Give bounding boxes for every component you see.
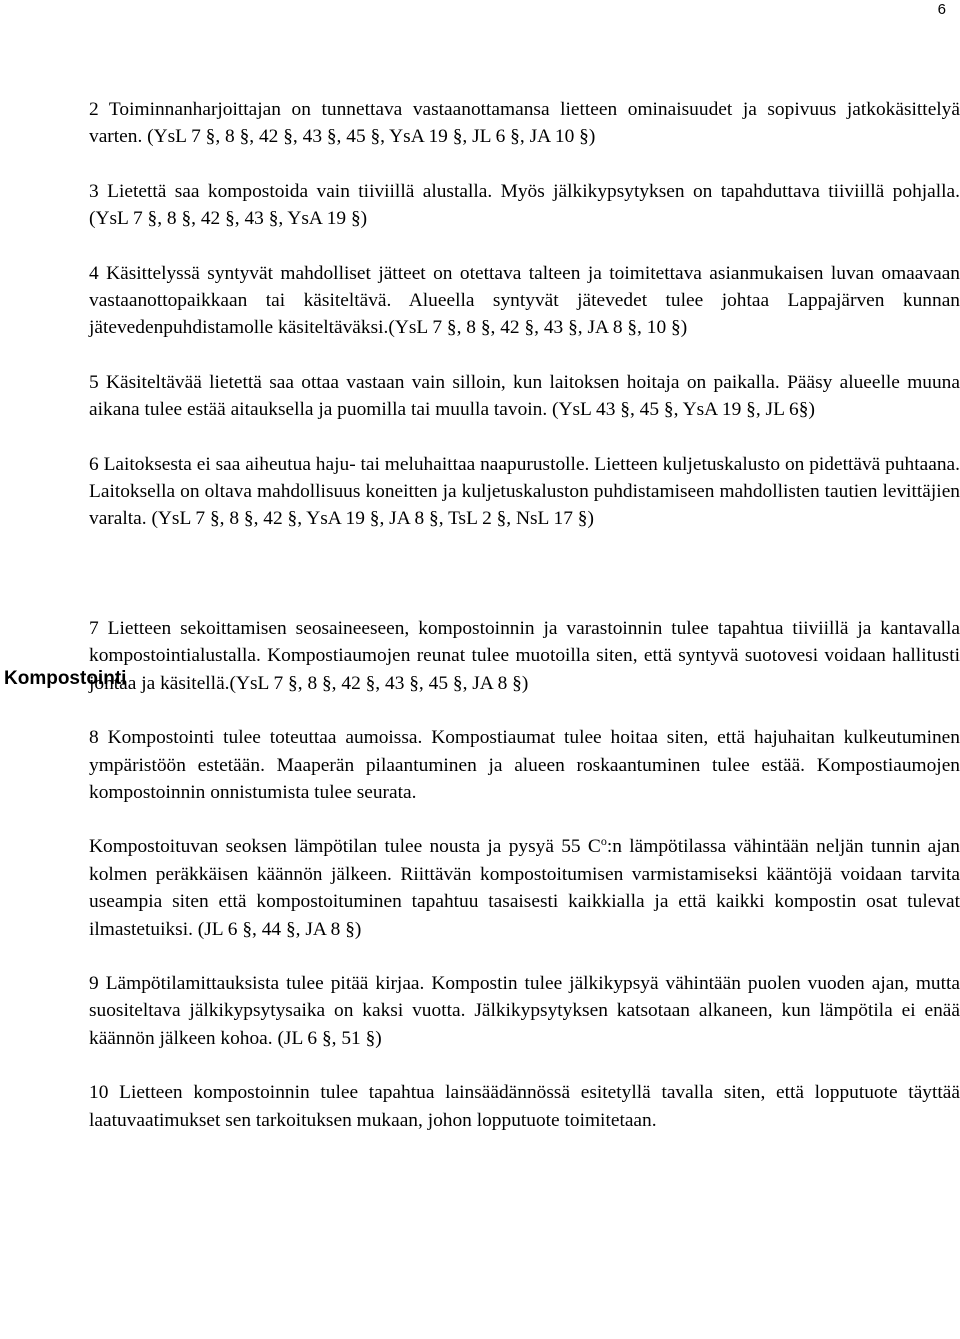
paragraph-number: 7 — [89, 617, 99, 639]
paragraph-number: 9 — [89, 972, 99, 994]
paragraph-2 — [89, 96, 960, 151]
paragraph-number: 2 — [89, 99, 99, 120]
paragraph-number: 10 — [89, 1082, 109, 1104]
paragraph-number: 3 — [89, 180, 99, 202]
paragraph-6 — [89, 451, 960, 533]
paragraph-text: Lietteen kompostoinnin tulee tapahtua lainsäädännössä esitetyllä tavalla siten, että lopputuote täyttää laatuvaatimukset sen tarkoituksen mukaan, johon lopputuote toimitetaan. — [89, 1082, 960, 1131]
paragraph-text: Käsittelyssä syntyvät mahdolliset jätteet on otettava talteen ja toimitettava asianmukaisen luvan omaavaan vastaanottopaikkaan tai käsiteltävä. Alueella syntyvät jätevedet tulee johtaa Lappajärven kunnan jätevedenpuhdistamolle käsiteltäväksi.(YsL 7 §, 8 §, 42 §, 43 §, JA 8 §, 10 §) — [89, 262, 960, 339]
paragraph-3 — [89, 178, 960, 233]
paragraph-4 — [89, 260, 960, 342]
document-body — [89, 96, 960, 1134]
paragraph-text: Lietteen sekoittamisen seosaineeseen, kompostoinnin ja varastoinnin tulee tapahtua tiiviillä ja kantavalla kompostointialustalla. Kompostiaumojen reunat tulee muotoilla siten, että syntyvä suotovesi voidaan hallitusti johtaa ja käsitellä.(YsL 7 §, 8 §, 42 §, 43 §, 45 §, JA 8 §) — [89, 617, 960, 694]
paragraph-9 — [89, 970, 960, 1052]
paragraph-temperature — [89, 833, 960, 943]
paragraph-5 — [89, 369, 960, 424]
paragraph-number: 6 — [89, 453, 99, 475]
paragraph-number: 8 — [89, 727, 99, 749]
section-heading-kompostointi: Kompostointi — [4, 668, 127, 689]
paragraph-text: Toiminnanharjoittajan on tunnettava vastaanottamansa lietteen ominaisuudet ja sopivuus jatkokäsittelyä varten. (YsL 7 §, 8 §, 42 §, 43 §, 45 §, YsA 19 §, JL 6 §, JA 10 §) — [89, 99, 960, 148]
paragraph-10 — [89, 1079, 960, 1134]
paragraph-7 — [89, 615, 960, 697]
page-number: 6 — [937, 1, 946, 18]
paragraph-number: 4 — [89, 262, 99, 284]
degree-superscript: o — [600, 834, 607, 849]
paragraph-8 — [89, 724, 960, 806]
paragraph-text: Käsiteltävää lietettä saa ottaa vastaan vain silloin, kun laitoksen hoitaja on paikalla. Pääsy alueelle muuna aikana tulee estää aitauksella ja puomilla tai muulla tavoin. (YsL 43 §, 45 §, YsA 19 §, JL 6§) — [89, 371, 960, 421]
paragraph-text: Kompostointi tulee toteuttaa aumoissa. Kompostiaumat tulee hoitaa siten, että hajuhaitan kulkeutuminen ympäristöön estetään. Maaperän pilaantuminen ja alueen roskaantuminen tulee estää. Kompostiaumojen kompostoinnin onnistumista tulee seurata. — [89, 727, 960, 803]
paragraph-number: 5 — [89, 371, 99, 393]
paragraph-text-start: Kompostoituvan seoksen lämpötilan tulee nousta ja pysyä 55 C — [89, 836, 601, 858]
paragraph-text-end: :n lämpötilassa vähintään neljän tunnin ajan kolmen peräkkäisen käännön jälkeen. Riittävän kompostoitumisen varmistamiseksi kääntöjä voidaan tarvita useampia siten että kompostoituminen tapahtuu tasaisesti kaikkialla ja että kaikki kompostin osat tulevat ilmastetuiksi. (JL 6 §, 44 §, JA 8 §) — [89, 836, 960, 940]
paragraph-text: Lämpötilamittauksista tulee pitää kirjaa. Kompostin tulee jälkikypsyä vähintään puolen vuoden ajan, mutta suositeltava jälkikypsytysaika on kaksi vuotta. Jälkikypsytyksen katsotaan alkaneen, kun lämpötila ei enää käännön jälkeen kohoa. (JL 6 §, 51 §) — [89, 972, 960, 1049]
paragraph-text: Laitoksesta ei saa aiheutua haju- tai meluhaittaa naapurustolle. Lietteen kuljetuskalusto on pidettävä puhtaana. Laitoksella on oltava mahdollisuus koneitten ja kuljetuskaluston puhdistamiseen mahdollisten tautien levittäjien varalta. (YsL 7 §, 8 §, 42 §, YsA 19 §, JA 8 §, TsL 2 §, NsL 17 §) — [89, 453, 960, 530]
paragraph-text: Lietettä saa kompostoida vain tiiviillä alustalla. Myös jälkikypsytyksen on tapahduttava tiiviillä pohjalla. (YsL 7 §, 8 §, 42 §, 43 §, YsA 19 §) — [89, 180, 960, 230]
